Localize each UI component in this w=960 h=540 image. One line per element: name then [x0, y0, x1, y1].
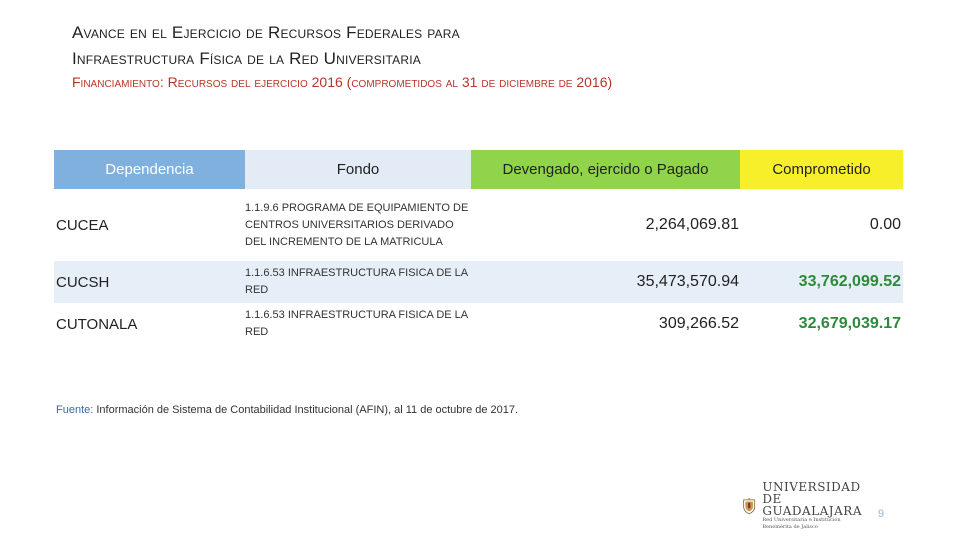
cell-devengado: 2,264,069.81 [471, 189, 740, 261]
slide-title-line1: Avance en el Ejercicio de Recursos Federales para [72, 23, 460, 42]
page-number: 9 [878, 508, 885, 520]
source-text: Información de Sistema de Contabilidad Institucional (AFIN), al 11 de octubre de 2017. [93, 404, 519, 416]
funding-table [54, 150, 903, 345]
logo-line3: Red Universitaria e Institución Benemérita de Jalisco [762, 517, 841, 530]
header-fondo: Fondo [245, 150, 471, 189]
slide-title-line2: Infraestructura Física de la Red Universitaria [72, 49, 421, 68]
cell-dependencia: CUCEA [54, 189, 245, 261]
table-row [54, 303, 903, 345]
table-header-row [54, 150, 903, 189]
cell-fondo: 1.1.6.53 INFRAESTRUCTURA FISICA DE LA RED [245, 261, 471, 303]
table-row [54, 261, 903, 303]
university-logo [742, 480, 862, 530]
header-comprometido: Comprometido [740, 150, 903, 189]
slide-title [72, 20, 460, 72]
cell-fondo: 1.1.6.53 INFRAESTRUCTURA FISICA DE LA RED [245, 303, 471, 345]
source-note [56, 404, 518, 416]
cell-devengado: 309,266.52 [471, 303, 740, 345]
slide-subtitle: Financiamiento: Recursos del ejercicio 2016 (comprometidos al 31 de diciembre de 2016) [72, 74, 613, 90]
cell-dependencia: CUCSH [54, 261, 245, 303]
logo-line1: UNIVERSIDAD DE [762, 480, 861, 506]
cell-devengado: 35,473,570.94 [471, 261, 740, 303]
cell-comprometido: 32,679,039.17 [740, 303, 903, 345]
logo-text [762, 481, 862, 531]
cell-dependencia: CUTONALA [54, 303, 245, 345]
logo-line2: GUADALAJARA [762, 504, 862, 518]
source-label: Fuente: [56, 404, 94, 416]
header-devengado: Devengado, ejercido o Pagado [471, 150, 740, 189]
cell-comprometido: 0.00 [740, 189, 903, 261]
cell-comprometido: 33,762,099.52 [740, 261, 903, 303]
cell-fondo: 1.1.9.6 PROGRAMA DE EQUIPAMIENTO DE CENTROS UNIVERSITARIOS DERIVADO DEL INCREMENTO DE LA MATRICULA [245, 189, 471, 261]
university-seal-icon [742, 491, 756, 521]
header-dependencia: Dependencia [54, 150, 245, 189]
table-row [54, 189, 903, 261]
